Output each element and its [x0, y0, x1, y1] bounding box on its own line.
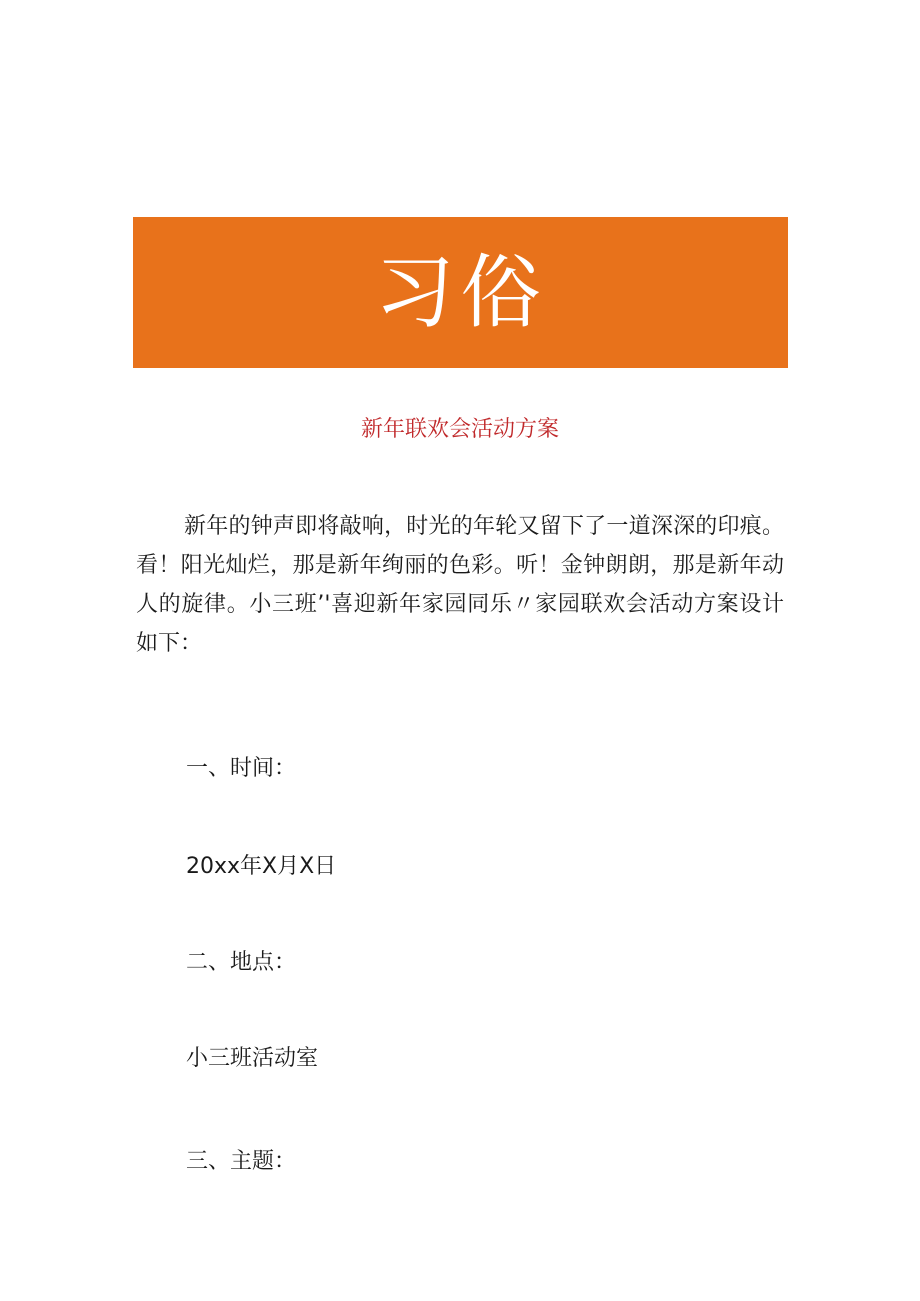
document-title: 新年联欢会活动方案 — [360, 417, 559, 442]
section-content-time: 20xx年X月X日 — [186, 854, 337, 879]
section-content-location: 小三班活动室 — [186, 1046, 319, 1071]
section-heading-location: 二、地点： — [186, 950, 297, 975]
banner-title: 习俗 — [374, 245, 547, 339]
header-banner — [133, 217, 788, 368]
section-heading-theme: 三、主题： — [186, 1149, 297, 1174]
intro-paragraph: 新年的钟声即将敲响，时光的年轮又留下了一道深深的印痕。看！阳光灿烂，那是新年绚丽的色彩。听！金钟朗朗，那是新年动人的旋律。小三班’'喜迎新年家园同乐〃家园联欢会活动方案设计如下： — [136, 514, 784, 656]
section-heading-time: 一、时间： — [186, 756, 297, 781]
